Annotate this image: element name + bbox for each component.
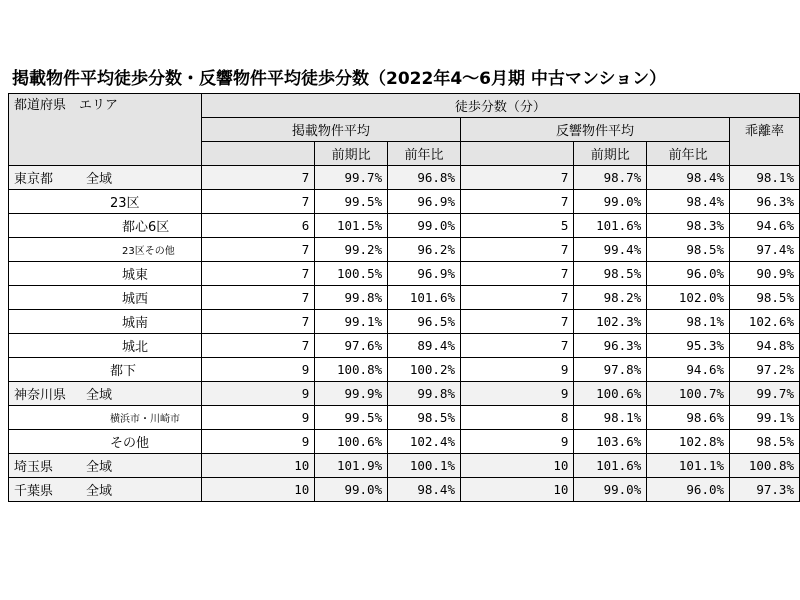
response-yoy-cell: 102.8% [647,430,730,454]
row-label [9,406,202,430]
listed-qoq-cell: 99.5% [315,190,388,214]
area-name: 城北 [122,340,149,355]
header-response-average: 反響物件平均 [461,118,730,142]
table-row [9,238,800,262]
listed-yoy-cell: 98.4% [388,478,461,502]
listed-yoy-cell: 99.0% [388,214,461,238]
response-minutes-cell: 7 [461,310,574,334]
row-label [9,430,202,454]
prefecture-name: 神奈川県 [14,388,67,403]
response-qoq-cell: 98.5% [574,262,647,286]
response-minutes-cell: 9 [461,430,574,454]
listed-qoq-cell: 99.2% [315,238,388,262]
header-listed-value [201,142,314,166]
header-area: 都道府県 エリア [9,94,202,166]
response-qoq-cell: 98.1% [574,406,647,430]
prefecture-name: 千葉県 [14,484,54,499]
response-yoy-cell: 98.5% [647,238,730,262]
divergence-rate-cell: 98.1% [730,166,800,190]
response-minutes-cell: 7 [461,238,574,262]
listed-yoy-cell: 100.1% [388,454,461,478]
area-name: 全域 [86,460,113,475]
row-label [9,310,202,334]
listed-minutes-cell: 10 [201,454,314,478]
listed-yoy-cell: 96.5% [388,310,461,334]
table-row [9,166,800,190]
listed-yoy-cell: 101.6% [388,286,461,310]
response-qoq-cell: 99.0% [574,478,647,502]
table-row [9,478,800,502]
response-qoq-cell: 103.6% [574,430,647,454]
response-minutes-cell: 9 [461,358,574,382]
divergence-rate-cell: 102.6% [730,310,800,334]
listed-qoq-cell: 99.5% [315,406,388,430]
response-yoy-cell: 98.1% [647,310,730,334]
area-name: 23区 [110,196,140,211]
response-minutes-cell: 8 [461,406,574,430]
header-response-yoy: 前年比 [647,142,730,166]
divergence-rate-cell: 90.9% [730,262,800,286]
listed-qoq-cell: 99.8% [315,286,388,310]
listed-qoq-cell: 99.7% [315,166,388,190]
table-row [9,262,800,286]
row-label [9,358,202,382]
listed-qoq-cell: 99.1% [315,310,388,334]
table-row [9,430,800,454]
prefecture-name: 埼玉県 [14,460,54,475]
table-row [9,286,800,310]
table-row [9,406,800,430]
header-response-qoq: 前期比 [574,142,647,166]
divergence-rate-cell: 99.7% [730,382,800,406]
listed-yoy-cell: 89.4% [388,334,461,358]
listed-yoy-cell: 102.4% [388,430,461,454]
response-qoq-cell: 96.3% [574,334,647,358]
table-row [9,454,800,478]
listed-minutes-cell: 7 [201,262,314,286]
response-minutes-cell: 9 [461,382,574,406]
row-label [9,262,202,286]
prefecture-name: 東京都 [14,172,54,187]
listed-yoy-cell: 100.2% [388,358,461,382]
listed-qoq-cell: 101.9% [315,454,388,478]
header-listed-qoq: 前期比 [315,142,388,166]
response-minutes-cell: 10 [461,454,574,478]
area-name: 城西 [122,292,149,307]
listed-qoq-cell: 97.6% [315,334,388,358]
divergence-rate-cell: 96.3% [730,190,800,214]
listed-yoy-cell: 96.9% [388,190,461,214]
response-minutes-cell: 7 [461,286,574,310]
response-yoy-cell: 98.4% [647,190,730,214]
listed-minutes-cell: 9 [201,358,314,382]
listed-minutes-cell: 7 [201,238,314,262]
header-walk-minutes: 徒歩分数（分） [201,94,799,118]
listed-yoy-cell: 96.9% [388,262,461,286]
table-row [9,214,800,238]
listed-minutes-cell: 7 [201,334,314,358]
table-body [9,166,800,502]
area-name: その他 [110,436,150,451]
walk-time-table [8,93,800,502]
response-minutes-cell: 7 [461,262,574,286]
response-yoy-cell: 94.6% [647,358,730,382]
header-listed-average: 掲載物件平均 [201,118,460,142]
listed-qoq-cell: 100.8% [315,358,388,382]
area-name: 城南 [122,316,149,331]
listed-minutes-cell: 6 [201,214,314,238]
listed-yoy-cell: 96.2% [388,238,461,262]
area-name: 都心6区 [122,220,170,235]
divergence-rate-cell: 97.4% [730,238,800,262]
table-row [9,310,800,334]
response-minutes-cell: 7 [461,190,574,214]
response-yoy-cell: 96.0% [647,262,730,286]
listed-yoy-cell: 99.8% [388,382,461,406]
listed-minutes-cell: 7 [201,190,314,214]
listed-qoq-cell: 99.0% [315,478,388,502]
response-yoy-cell: 95.3% [647,334,730,358]
table-row [9,382,800,406]
header-listed-yoy: 前年比 [388,142,461,166]
row-label [9,238,202,262]
response-yoy-cell: 100.7% [647,382,730,406]
listed-yoy-cell: 98.5% [388,406,461,430]
listed-qoq-cell: 99.9% [315,382,388,406]
response-qoq-cell: 98.7% [574,166,647,190]
listed-yoy-cell: 96.8% [388,166,461,190]
row-label [9,166,202,190]
response-qoq-cell: 99.0% [574,190,647,214]
table-row [9,190,800,214]
listed-qoq-cell: 100.6% [315,430,388,454]
header-response-value [461,142,574,166]
response-minutes-cell: 7 [461,166,574,190]
row-label [9,190,202,214]
response-qoq-cell: 100.6% [574,382,647,406]
listed-minutes-cell: 9 [201,406,314,430]
divergence-rate-cell: 99.1% [730,406,800,430]
response-minutes-cell: 7 [461,334,574,358]
row-label [9,454,202,478]
response-qoq-cell: 97.8% [574,358,647,382]
header-divergence-blank [730,142,800,166]
response-minutes-cell: 5 [461,214,574,238]
area-name: 全域 [86,388,113,403]
response-qoq-cell: 102.3% [574,310,647,334]
row-label [9,478,202,502]
response-qoq-cell: 99.4% [574,238,647,262]
area-name: 城東 [122,268,149,283]
response-qoq-cell: 98.2% [574,286,647,310]
divergence-rate-cell: 98.5% [730,286,800,310]
area-name: 全域 [86,484,113,499]
divergence-rate-cell: 100.8% [730,454,800,478]
row-label [9,214,202,238]
listed-qoq-cell: 100.5% [315,262,388,286]
header-divergence: 乖離率 [730,118,800,142]
response-yoy-cell: 101.1% [647,454,730,478]
listed-qoq-cell: 101.5% [315,214,388,238]
listed-minutes-cell: 7 [201,310,314,334]
divergence-rate-cell: 98.5% [730,430,800,454]
row-label [9,382,202,406]
area-name: 23区その他 [122,245,175,257]
listed-minutes-cell: 7 [201,166,314,190]
response-yoy-cell: 98.4% [647,166,730,190]
listed-minutes-cell: 10 [201,478,314,502]
table-row [9,334,800,358]
divergence-rate-cell: 94.8% [730,334,800,358]
row-label [9,286,202,310]
response-yoy-cell: 102.0% [647,286,730,310]
table-title: 掲載物件平均徒歩分数・反響物件平均徒歩分数（2022年4～6月期 中古マンション） [12,69,667,89]
response-yoy-cell: 98.3% [647,214,730,238]
response-minutes-cell: 10 [461,478,574,502]
area-name: 都下 [110,364,137,379]
area-name: 横浜市・川崎市 [110,413,180,425]
response-qoq-cell: 101.6% [574,454,647,478]
divergence-rate-cell: 97.2% [730,358,800,382]
listed-minutes-cell: 7 [201,286,314,310]
listed-minutes-cell: 9 [201,382,314,406]
response-yoy-cell: 96.0% [647,478,730,502]
response-qoq-cell: 101.6% [574,214,647,238]
divergence-rate-cell: 97.3% [730,478,800,502]
response-yoy-cell: 98.6% [647,406,730,430]
row-label [9,334,202,358]
area-name: 全域 [86,172,113,187]
divergence-rate-cell: 94.6% [730,214,800,238]
listed-minutes-cell: 9 [201,430,314,454]
table-row [9,358,800,382]
